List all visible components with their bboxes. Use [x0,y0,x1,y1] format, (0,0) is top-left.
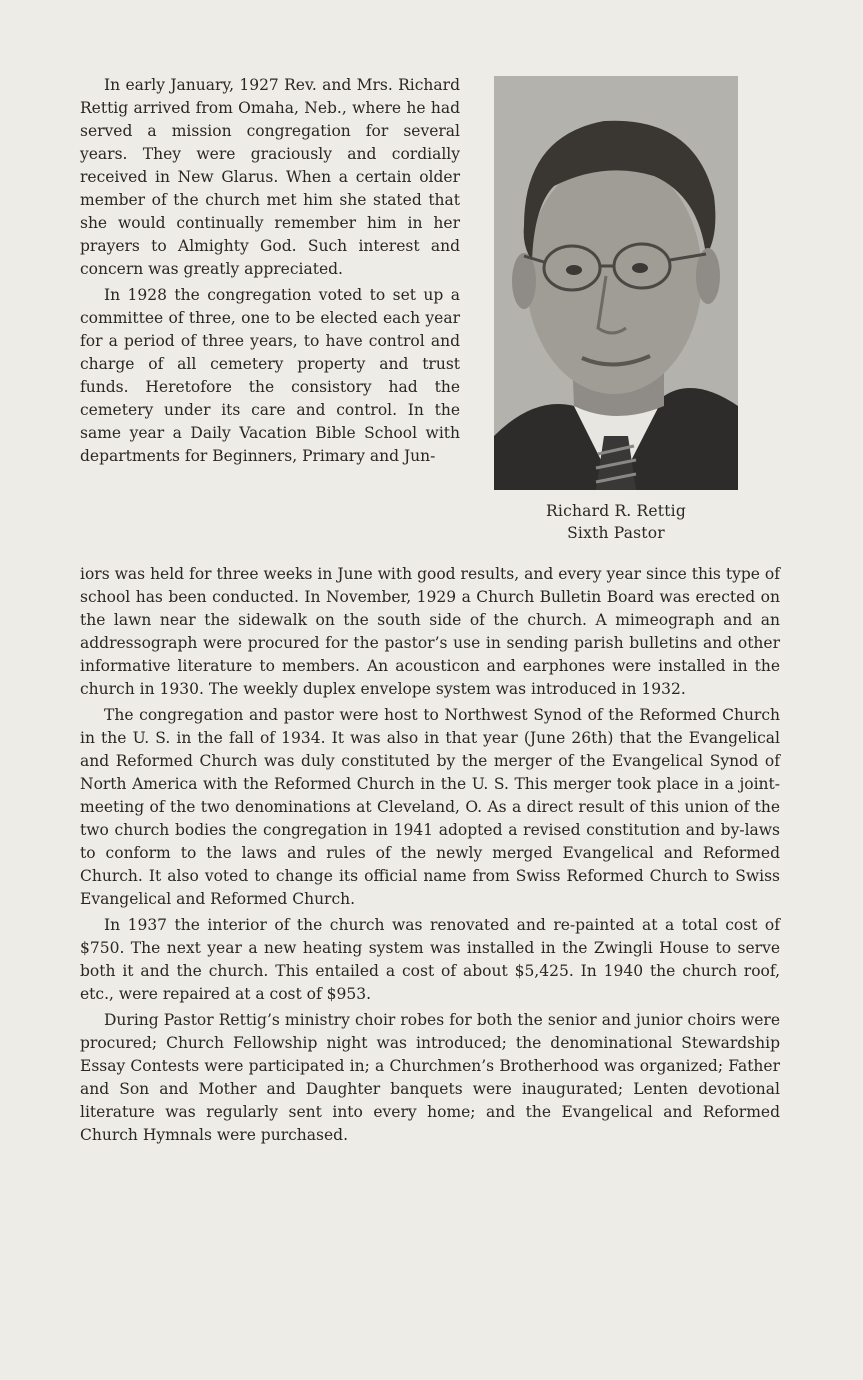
paragraph-1928-start: In 1928 the congregation voted to set up a committee of three, one to be elected each year for a period of three years, to have control and charge of all cemetery property and trust funds. Heretofore the consistory had the cemetery under its care and control. In the same year a Daily Vacation Bible School with departments for Beginners, Primary and Jun- [80,286,460,465]
caption-name: Richard R. Rettig [546,502,686,520]
paragraph-synod-merger: The congregation and pastor were host to Northwest Synod of the Reformed Church in the U. S. in the fall of 1934. It was also in that year (June 26th) that the Evangelical and Reformed Church was duly constituted by the merger of the Evangelical Synod of North America with the Reformed Church in the U. S. This merger took place in a joint-meeting of the two denominations at Cleveland, O. As a direct result of this union of the two church bodies the congregation in 1941 adopted a revised constitution and by-laws to conform to the laws and rules of the newly merged Evangelical and Reformed Church. It also voted to change its official name from Swiss Reformed Church to Swiss Evangelical and Reformed Church. [80,706,780,908]
paragraph-renovations: In 1937 the interior of the church was renovated and re-painted at a total cost of $750. The next year a new heating system was installed in the Zwingli House to serve both it and the church. This entailed a cost of about $5,425. In 1940 the church roof, etc., were repaired at a cost of $953. [80,916,780,1003]
portrait-caption [494,500,738,544]
paragraph-arrival: In early January, 1927 Rev. and Mrs. Richard Rettig arrived from Omaha, Neb., where he had served a mission congregation for several years. They were graciously and cordially received in New Glarus. When a certain older member of the church met him she stated that she would continually remember him in her prayers to Almighty God. Such interest and concern was greatly appreciated. [80,76,460,278]
portrait-figure [494,76,738,544]
paragraph-ministry-activities: During Pastor Rettig’s ministry choir robes for both the senior and junior choirs were procured; Church Fellowship night was introduced; the denominational Stewardship Essay Contests were participated in; a Churchmen’s Brotherhood was organized; Father and Son and Mother and Daughter banquets were inaugurated; Lenten devotional literature was regularly sent into every home; and the Evangelical and Reformed Church Hymnals were purchased. [80,1011,780,1144]
full-width-text-column [80,563,780,1150]
caption-title: Sixth Pastor [567,524,665,542]
left-text-column [80,74,460,468]
pastor-portrait-photo [494,76,738,490]
paragraph-1928-continued: iors was held for three weeks in June with good results, and every year since this type of school has been conducted. In November, 1929 a Church Bulletin Board was erected on the lawn near the sidewalk on the south side of the church. A mimeograph and an addressograph were procured for the pastor’s use in sending parish bulletins and other informative literature to members. An acousticon and earphones were installed in the church in 1930. The weekly duplex envelope system was introduced in 1932. [80,565,780,698]
